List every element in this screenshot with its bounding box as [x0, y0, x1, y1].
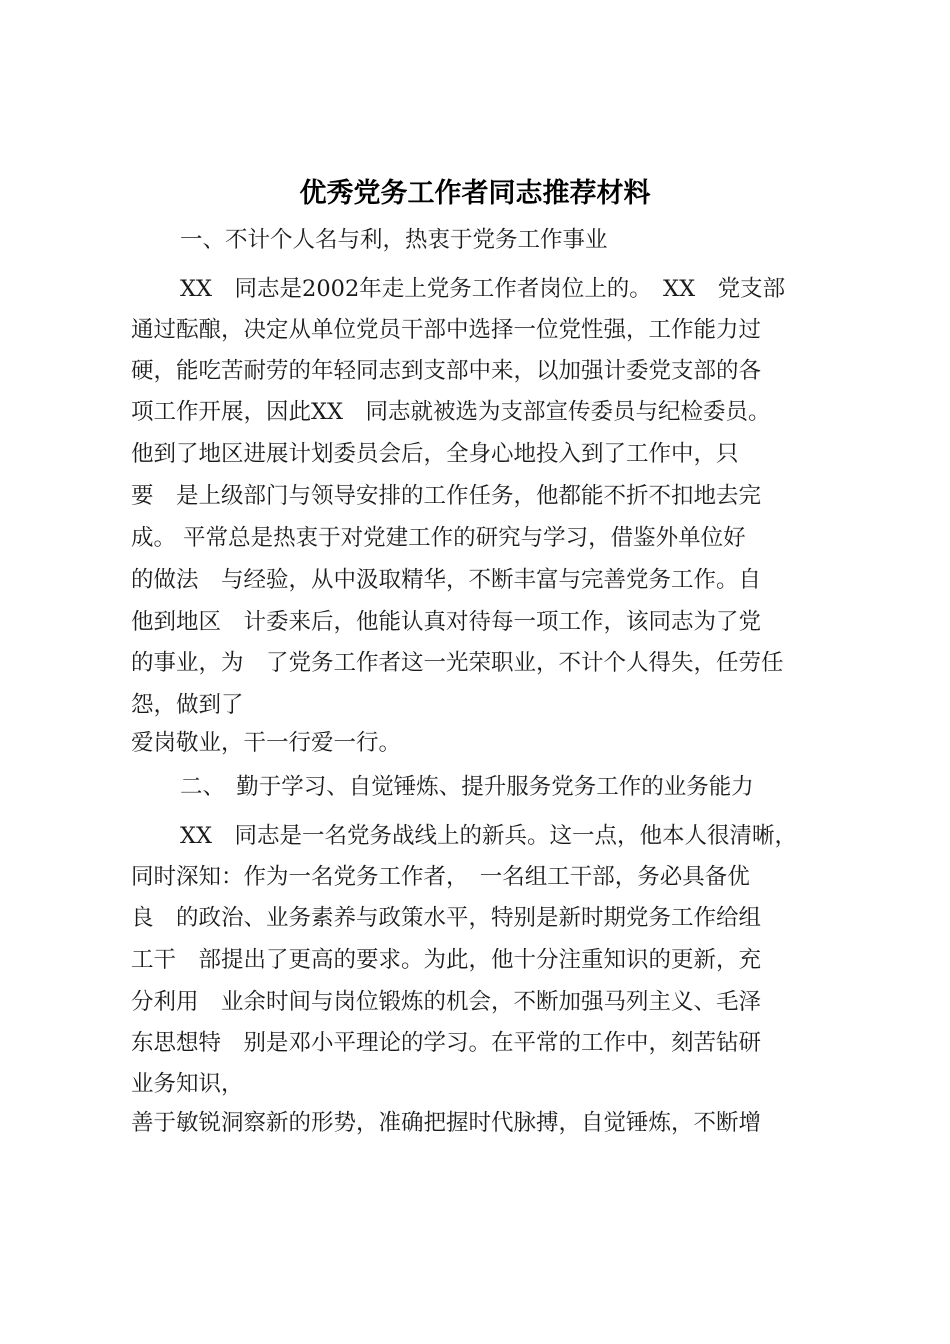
paragraph-line: 要 是上级部门与领导安排的工作任务，他都能不折不扣地去完 — [131, 483, 762, 509]
paragraph-line: 同时深知：作为一名党务工作者， 一名组工干部，务必具备优 — [131, 864, 750, 890]
paragraph-line: 他到地区 计委来后，他能认真对待每一项工作，该同志为了党 — [131, 609, 762, 635]
paragraph-line: 工干 部提出了更高的要求。为此，他十分注重知识的更新，充 — [131, 947, 762, 973]
paragraph-line: 善于敏锐洞察新的形势，准确把握时代脉搏，自觉锤炼，不断增 — [131, 1110, 762, 1136]
section-heading-1: 一、不计个人名与利，热衷于党务工作事业 — [180, 227, 608, 253]
paragraph-line: 成。 平常总是热衷于对党建工作的研究与学习，借鉴外单位好 — [131, 525, 746, 551]
paragraph-line: 通过酝酿，决定从单位党员干部中选择一位党性强，工作能力过 — [131, 317, 762, 343]
paragraph-line: 硬，能吃苦耐劳的年轻同志到支部中来，以加强计委党支部的各 — [131, 358, 762, 384]
paragraph-line: 的做法 与经验，从中汲取精华，不断丰富与完善党务工作。自 — [131, 567, 762, 593]
paragraph-line: 良 的政治、业务素养与政策水平，特别是新时期党务工作给组 — [131, 905, 762, 931]
paragraph-line: 业务知识， — [131, 1071, 244, 1097]
document-title: 优秀党务工作者同志推荐材料 — [299, 178, 651, 209]
paragraph-line: 他到了地区进展计划委员会后，全身心地投入到了工作中，只 — [131, 441, 739, 467]
paragraph-line: 项工作开展，因此XX 同志就被选为支部宣传委员与纪检委员。 — [131, 399, 771, 425]
section-heading-2: 二、 勤于学习、自觉锤炼、提升服务党务工作的业务能力 — [180, 774, 754, 800]
paragraph-line: 分利用 业余时间与岗位锻炼的机会，不断加强马列主义、毛泽 — [131, 989, 762, 1015]
paragraph-line: XX 同志是2002年走上党务工作者岗位上的。 XX 党支部 — [180, 276, 786, 302]
paragraph-line: 爱岗敬业，干一行爱一行。 — [131, 730, 402, 756]
paragraph-line: 东思想特 别是邓小平理论的学习。在平常的工作中，刻苦钻研 — [131, 1030, 762, 1056]
paragraph-line: 怨，做到了 — [131, 692, 244, 718]
paragraph-line: 的事业，为 了党务工作者这一光荣职业，不计个人得失，任劳任 — [131, 650, 784, 676]
paragraph-line: XX 同志是一名党务战线上的新兵。这一点，他本人很清晰， — [180, 823, 798, 849]
